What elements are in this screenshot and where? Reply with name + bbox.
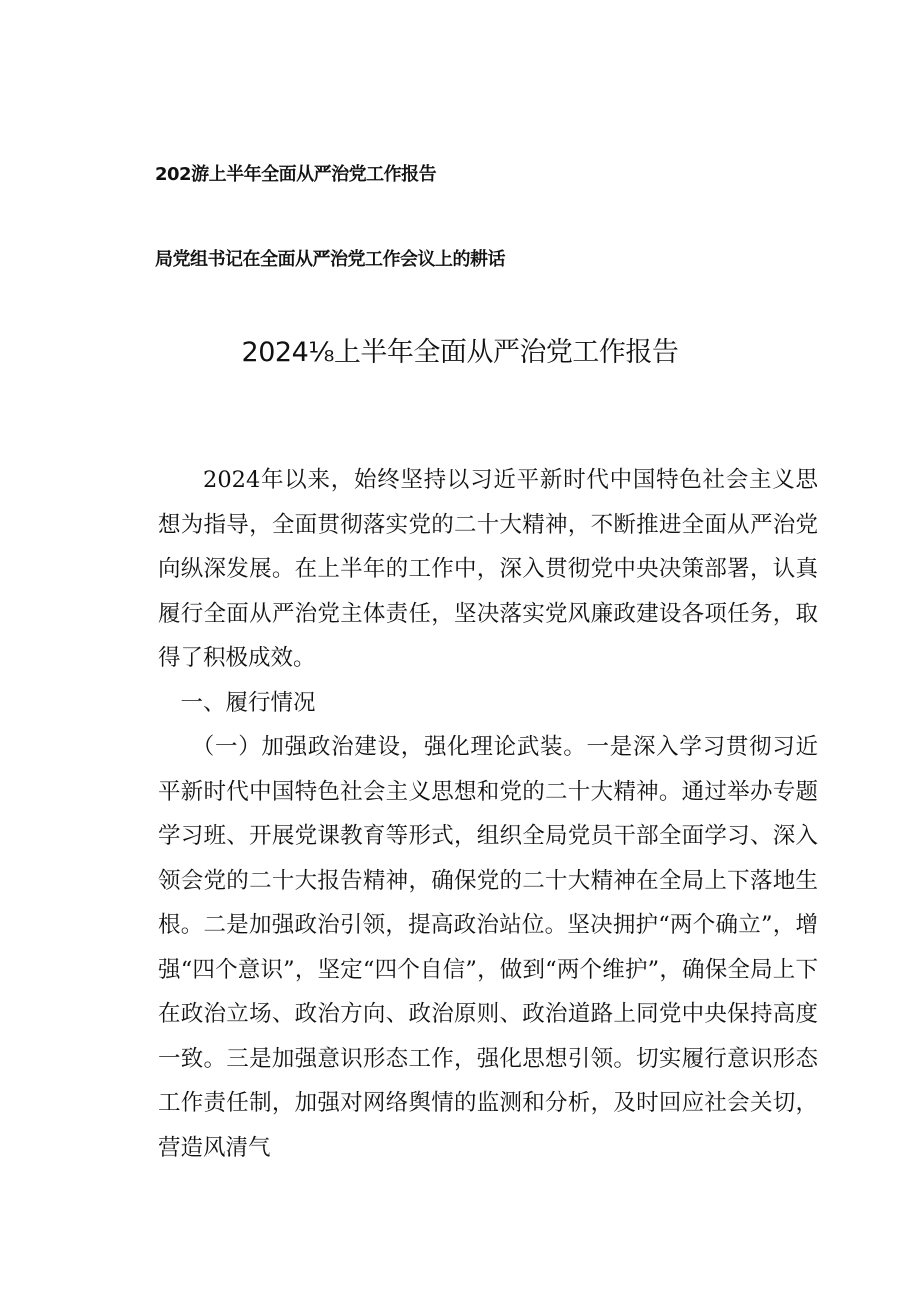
section-heading: 一、履行情况 xyxy=(180,689,316,716)
document-body xyxy=(158,458,818,1170)
toc-item-speech: 局党组书记在全面从严治党工作会议上的耕话 xyxy=(155,249,505,270)
toc-item-report: 202游上半年全面从严治党工作报告 xyxy=(155,164,437,185)
intro-paragraph: 2024年以来，始终坚持以习近平新时代中国特色社会主义思想为指导，全面贯彻落实党的二十大精神，不断推进全面从严治党向纵深发展。在上半年的工作中，深入贯彻党中央决策部署，认真履行全面从严治党主体责任，坚决落实党风廉政建设各项任务，取得了积极成效。 xyxy=(158,467,818,671)
section-paragraph: （一）加强政治建设，强化理论武装。一是深入学习贯彻习近平新时代中国特色社会主义思想和党的二十大精神。通过举办专题学习班、开展党课教育等形式，组织全局党员干部全面学习、深入领会党的二十大报告精神，确保党的二十大精神在全局上下落地生根。二是加强政治引领，提高政治站位。坚决拥护“两个确立”，增强“四个意识”，坚定“四个自信”，做到“两个维护”，确保全局上下在政治立场、政治方向、政治原则、政治道路上同党中央保持高度一致。三是加强意识形态工作，强化思想引领。切实履行意识形态工作责任制，加强对网络舆情的监测和分析，及时回应社会关切，营造风清气 xyxy=(158,734,818,1161)
document-title: 2024⅛上半年全面从严治党工作报告 xyxy=(241,337,679,368)
